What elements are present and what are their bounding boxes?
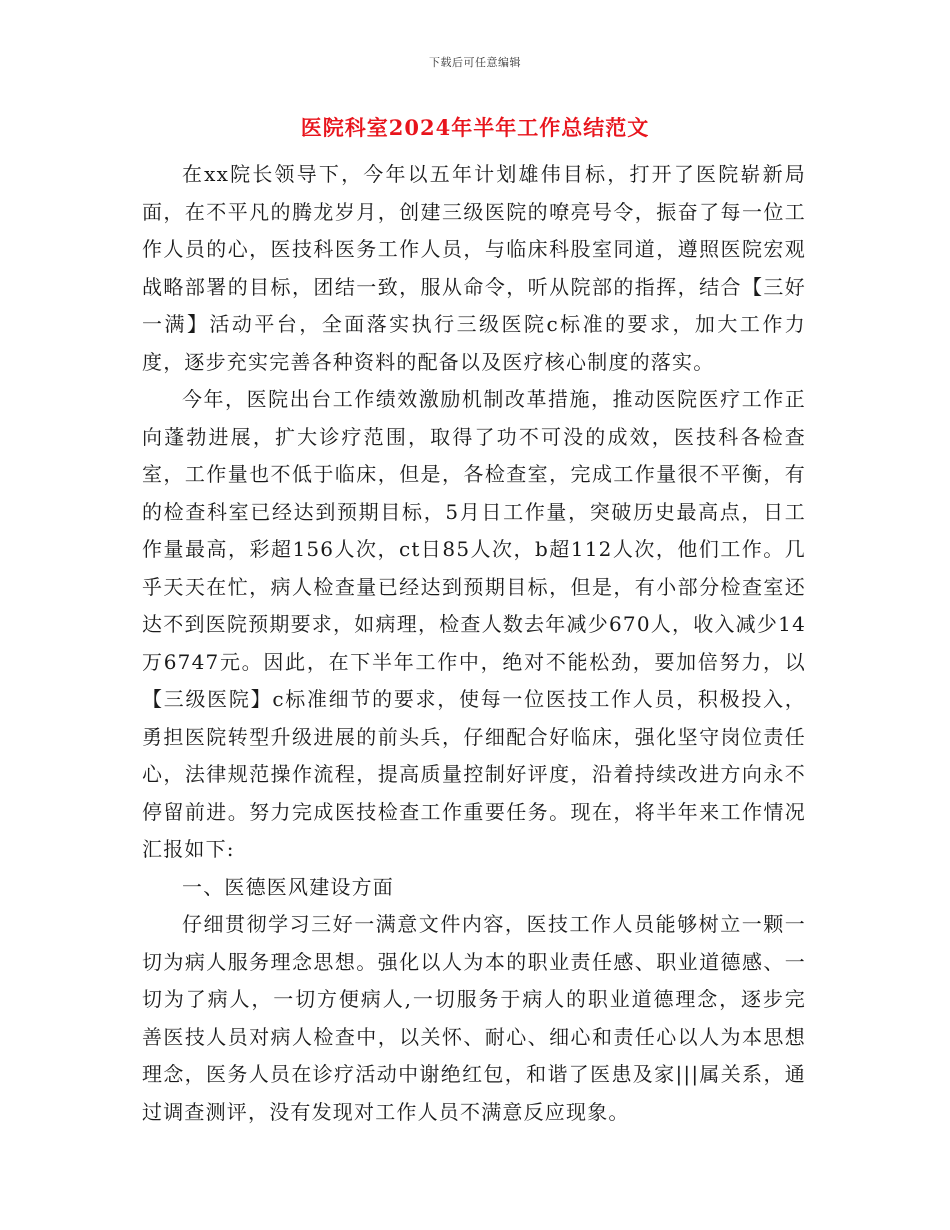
- paragraph-ethics: 仔细贯彻学习三好一满意文件内容，医技工作人员能够树立一颗一切为病人服务理念思想。强化以人为本的职业责任感、职业道德感、一切为了病人，一切方便病人,一切服务于病人的职业道德理念，逐步完善医技人员对病人检查中，以关怀、耐心、细心和责任心以人为本思想理念，医务人员在诊疗活动中谢绝红包，和谐了医患及家|||属关系，通过调查测评，没有发现对工作人员不满意反应现象。: [142, 912, 806, 1124]
- header-note: 下载后可任意编辑: [429, 56, 521, 69]
- document-body: [142, 156, 806, 1131]
- section-heading-ethics: 一、医德医风建设方面: [182, 874, 394, 899]
- paragraph-progress: 今年，医院出台工作绩效激励机制改革措施，推动医院医疗工作正向蓬勃进展，扩大诊疗范围，取得了功不可没的成效，医技科各检查室，工作量也不低于临床，但是，各检查室，完成工作量很不平衡，有的检查科室已经达到预期目标，5月日工作量，突破历史最高点，日工作量最高，彩超156人次，ct日85人次，b超112人次，他们工作。几乎天天在忙，病人检查量已经达到预期目标，但是，有小部分检查室还达不到医院预期要求，如病理，检查人数去年减少670人，收入减少14万6747元。因此，在下半年工作中，绝对不能松劲，要加倍努力，以【三级医院】c标准细节的要求，使每一位医技工作人员，积极投入，勇担医院转型升级进展的前头兵，仔细配合好临床，强化坚守岗位责任心，法律规范操作流程，提高质量控制好评度，沿着持续改进方向永不停留前进。努力完成医技检查工作重要任务。现在，将半年来工作情况汇报如下:: [142, 387, 806, 861]
- paragraph-intro: 在xx院长领导下，今年以五年计划雄伟目标，打开了医院崭新局面，在不平凡的腾龙岁月，创建三级医院的嘹亮号令，振奋了每一位工作人员的心，医技科医务工作人员，与临床科股室同道，遵照医院宏观战略部署的目标，团结一致，服从命令，听从院部的指挥，结合【三好一满】活动平台，全面落实执行三级医院c标准的要求，加大工作力度，逐步充实完善各种资料的配备以及医疗核心制度的落实。: [142, 162, 806, 374]
- document-title: 医院科室2024年半年工作总结范文: [300, 115, 650, 140]
